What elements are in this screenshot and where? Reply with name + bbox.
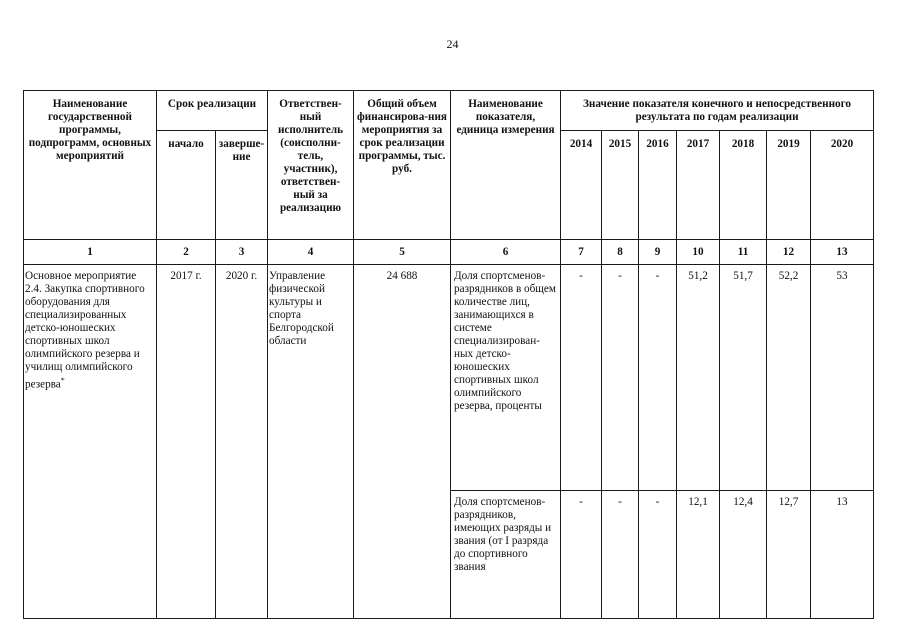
measure-end: 2020 г. [216,265,268,619]
header-year-2014: 2014 [561,131,602,240]
header-executor: Ответствен-ный исполнитель (соисполни-тель, участник), ответствен-ный за реализацию [268,91,354,240]
column-number: 6 [451,240,561,265]
column-number: 10 [677,240,720,265]
column-number: 12 [767,240,811,265]
column-number: 1 [24,240,157,265]
indicator-value: 12,1 [677,491,720,619]
indicator-value: 52,2 [767,265,811,491]
column-number: 3 [216,240,268,265]
indicator-value: - [639,491,677,619]
indicator-value: 51,7 [720,265,767,491]
table-row [24,265,874,491]
column-number: 11 [720,240,767,265]
header-row-1 [24,91,874,131]
indicator-value: 12,7 [767,491,811,619]
column-number: 5 [354,240,451,265]
measure-start: 2017 г. [157,265,216,619]
column-number: 7 [561,240,602,265]
header-end: заверше-ние [216,131,268,240]
header-year-2020: 2020 [811,131,874,240]
indicator-name: Доля спортсменов-разрядников, имеющих разряды и звания (от I разряда до спортивного звания [451,491,561,619]
column-number: 2 [157,240,216,265]
program-table [23,90,874,619]
header-year-2018: 2018 [720,131,767,240]
header-funding: Общий объем финансирова-ния мероприятия за срок реализации программы, тыс. руб. [354,91,451,240]
column-number: 9 [639,240,677,265]
footnote-mark: * [60,376,65,385]
indicator-value: 53 [811,265,874,491]
measure-funding: 24 688 [354,265,451,619]
header-year-2019: 2019 [767,131,811,240]
header-period: Срок реализации [157,91,268,131]
measure-executor: Управление физической культуры и спорта Белгородской области [268,265,354,619]
indicator-value: 13 [811,491,874,619]
page-number: 24 [446,37,459,51]
column-number-row [24,240,874,265]
indicator-value: - [602,265,639,491]
header-year-2015: 2015 [602,131,639,240]
indicator-name: Доля спортсменов-разрядников в общем количестве лиц, занимающихся в системе специализирован-ных детско-юношеских спортивных школ олимпийского резерва, проценты [451,265,561,491]
indicator-value: - [639,265,677,491]
indicator-value: - [602,491,639,619]
indicator-value: 51,2 [677,265,720,491]
column-number: 13 [811,240,874,265]
column-number: 8 [602,240,639,265]
indicator-value: 12,4 [720,491,767,619]
header-indicator: Наименование показателя, единица измерения [451,91,561,240]
column-number: 4 [268,240,354,265]
header-values-title: Значение показателя конечного и непосредственного результата по годам реализации [561,91,874,131]
header-program-name: Наименование государственной программы, подпрограмм, основных мероприятий [24,91,157,240]
indicator-value: - [561,265,602,491]
header-year-2016: 2016 [639,131,677,240]
indicator-value: - [561,491,602,619]
measure-name: Основное мероприятие 2.4. Закупка спортивного оборудования для специализированных детско-юношеских спортивных школ олимпийского резерва и училищ олимпийского резерва [25,270,145,391]
header-start: начало [157,131,216,240]
header-year-2017: 2017 [677,131,720,240]
measure-name-cell [24,265,157,619]
